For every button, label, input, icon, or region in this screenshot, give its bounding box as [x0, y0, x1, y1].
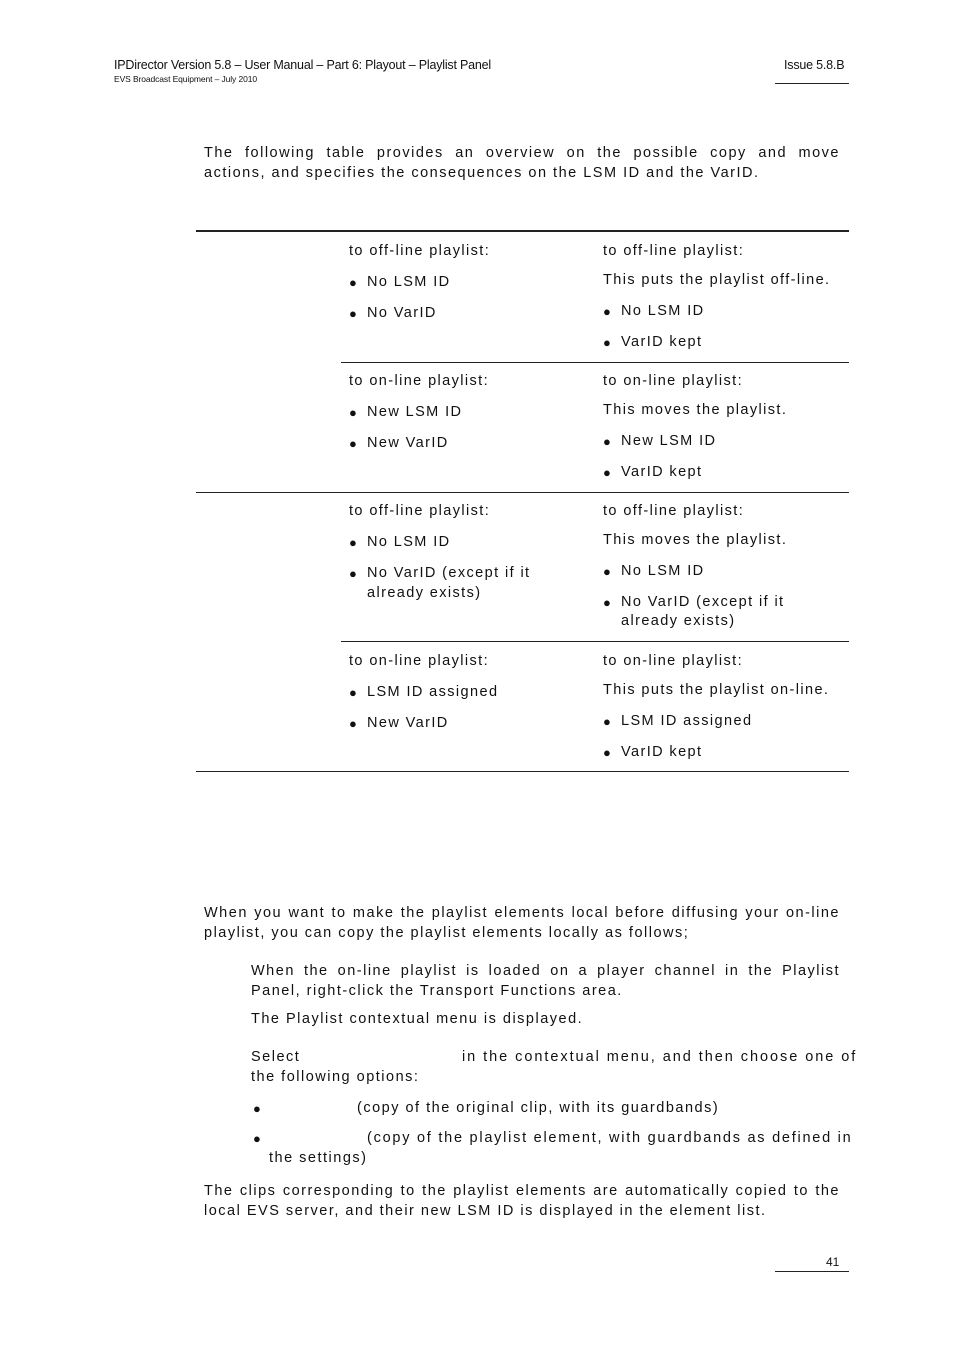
table-bottom-rule: [196, 771, 849, 772]
bullet-icon: ●: [603, 714, 613, 729]
table-top-rule: [196, 230, 849, 232]
option-2-text: (copy of the playlist element, with guardbands as defined in: [367, 1130, 853, 1146]
step-2-select: Select: [251, 1049, 301, 1065]
step-1: When the on-line playlist is loaded on a player channel in the Playlist Panel, right-click the Transport Functions area.: [251, 963, 840, 999]
move-heading: to off-line playlist:: [603, 243, 745, 259]
bullet-icon: ●: [253, 1131, 263, 1146]
intro-paragraph: The following table provides an overview on the possible copy and move actions, and specifies the consequences on the LSM ID and the VarID.: [204, 145, 840, 181]
section-paragraph: When you want to make the playlist elements local before diffusing your on-line playlist, you can copy the playlist elements locally as follows;: [204, 905, 840, 941]
copy-heading: to on-line playlist:: [349, 653, 490, 669]
bullet-icon: ●: [253, 1101, 263, 1116]
row-divider: [341, 362, 849, 363]
move-heading: to on-line playlist:: [603, 373, 744, 389]
closing-paragraph: The clips corresponding to the playlist elements are automatically copied to the local EVS server, and their new LSM ID is displayed in the element list.: [204, 1183, 840, 1219]
bullet-icon: ●: [349, 306, 359, 321]
row-divider: [341, 641, 849, 642]
move-heading: to on-line playlist:: [603, 653, 744, 669]
bullet-icon: ●: [349, 716, 359, 731]
step-1-result: The Playlist contextual menu is displayed.: [251, 1011, 584, 1027]
bullet-icon: ●: [603, 745, 613, 760]
group-divider: [196, 492, 849, 493]
option-1-text: (copy of the original clip, with its guardbands): [357, 1100, 720, 1116]
bullet-icon: ●: [603, 465, 613, 480]
footer-rule: [775, 1271, 849, 1272]
bullet-icon: ●: [603, 304, 613, 319]
bullet-icon: ●: [349, 436, 359, 451]
copy-heading: to off-line playlist:: [349, 503, 491, 519]
bullet-icon: ●: [349, 405, 359, 420]
document-subtitle: EVS Broadcast Equipment – July 2010: [114, 74, 257, 84]
document-title: IPDirector Version 5.8 – User Manual – Part 6: Playout – Playlist Panel: [114, 58, 491, 72]
copy-heading: to off-line playlist:: [349, 243, 491, 259]
option-1-bullet: [253, 1099, 262, 1120]
bullet-icon: ●: [603, 564, 613, 579]
move-note: This moves the playlist.: [603, 402, 788, 418]
step-2-line2: the following options:: [251, 1069, 420, 1085]
bullet-icon: ●: [349, 535, 359, 550]
option-2-bullet: [253, 1129, 262, 1150]
bullet-icon: ●: [603, 335, 613, 350]
move-note: This moves the playlist.: [603, 532, 788, 548]
header-rule: [775, 83, 849, 84]
move-note: This puts the playlist off-line.: [603, 272, 831, 288]
copy-heading: to on-line playlist:: [349, 373, 490, 389]
move-heading: to off-line playlist:: [603, 503, 745, 519]
page-number: 41: [826, 1255, 840, 1269]
issue-label: Issue 5.8.B: [784, 58, 845, 72]
bullet-icon: ●: [603, 595, 613, 610]
move-note: This puts the playlist on-line.: [603, 682, 830, 698]
step-2-rest: in the contextual menu, and then choose one of: [462, 1049, 858, 1065]
option-2-continuation: the settings): [269, 1150, 368, 1166]
bullet-icon: ●: [349, 685, 359, 700]
bullet-icon: ●: [349, 275, 359, 290]
bullet-icon: ●: [349, 566, 359, 581]
bullet-icon: ●: [603, 434, 613, 449]
